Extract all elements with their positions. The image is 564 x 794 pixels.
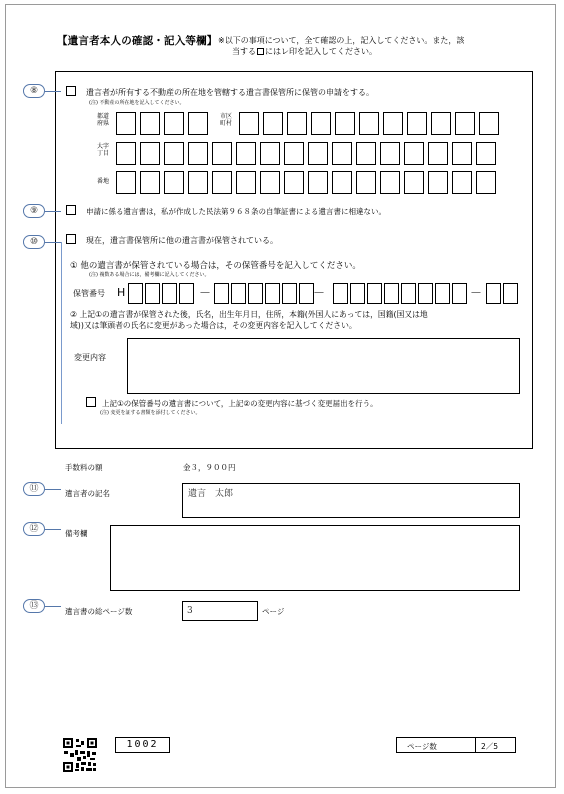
oaza-cell[interactable] — [188, 142, 208, 165]
change-content-field[interactable] — [127, 338, 520, 394]
city-cell[interactable] — [479, 112, 499, 135]
section-10-text: 現在，遺言書保管所に他の遺言書が保管されている。 — [86, 236, 278, 245]
city-cell[interactable] — [431, 112, 451, 135]
section-8-connector — [45, 91, 61, 92]
hokan-prefix: H — [117, 286, 126, 299]
banchi-label: 番地 — [96, 178, 109, 185]
oaza-label: 大字 丁目 — [96, 143, 109, 157]
hokan-number-cell[interactable] — [384, 283, 399, 304]
section-8-note: (注) 不動産の所在地を記入してください。 — [89, 100, 185, 106]
banchi-cell[interactable] — [164, 171, 184, 194]
banchi-cell[interactable] — [380, 171, 400, 194]
testator-name-field[interactable] — [182, 483, 520, 518]
city-cell[interactable] — [407, 112, 427, 135]
banchi-cell[interactable] — [140, 171, 160, 194]
section-13-connector — [45, 606, 61, 607]
oaza-cell[interactable] — [260, 142, 280, 165]
banchi-cell[interactable] — [332, 171, 352, 194]
total-pages-value: 3 — [187, 606, 193, 616]
banchi-cell[interactable] — [260, 171, 280, 194]
fee-value: 金３，９００円 — [183, 463, 236, 472]
hokan-number-cell[interactable] — [486, 283, 501, 304]
section-11-tag: ⑪ — [23, 482, 45, 496]
hokan-number-cell[interactable] — [503, 283, 518, 304]
hokan-dash-3: － — [470, 286, 483, 300]
header-note-part-b: にはレ印を記入してください。 — [265, 47, 377, 56]
oaza-cell[interactable] — [236, 142, 256, 165]
hokan-number-cell[interactable] — [128, 283, 143, 304]
hokan-number-cell[interactable] — [435, 283, 450, 304]
change-notice-checkbox[interactable] — [86, 397, 96, 407]
oaza-cell[interactable] — [164, 142, 184, 165]
city-cell[interactable] — [263, 112, 283, 135]
hokan-number-cell[interactable] — [162, 283, 177, 304]
section-10-checkbox[interactable] — [66, 234, 76, 244]
city-cell[interactable] — [359, 112, 379, 135]
banchi-cell[interactable] — [116, 171, 136, 194]
hokan-number-cell[interactable] — [299, 283, 314, 304]
prefecture-cell[interactable] — [188, 112, 208, 135]
oaza-cell[interactable] — [212, 142, 232, 165]
oaza-cell[interactable] — [476, 142, 496, 165]
hokan-number-cell[interactable] — [179, 283, 194, 304]
header-note-line2 — [232, 46, 377, 57]
banchi-cell[interactable] — [428, 171, 448, 194]
section-8-text: 遺言者が所有する不動産の所在地を管轄する遺言書保管所に保管の申請をする。 — [86, 88, 374, 97]
item2-line1: ② 上記①の遺言書が保管された後，氏名，出生年月日，住所，本籍(外国人にあっては，国籍(国又は地 — [70, 310, 428, 319]
header-note-part-a: 当する — [232, 47, 256, 56]
section-9-connector — [45, 211, 61, 212]
fee-label: 手数料の額 — [65, 463, 103, 472]
oaza-cell[interactable] — [308, 142, 328, 165]
header-note-line1: ※以下の事項について，全て確認の上，記入してください。また，該 — [218, 36, 465, 45]
banchi-cell[interactable] — [236, 171, 256, 194]
form-section-title: 【遺言者本人の確認・記入等欄】 — [57, 35, 218, 47]
city-cell[interactable] — [239, 112, 259, 135]
change-content-label: 変更内容 — [74, 353, 106, 362]
total-pages-unit: ページ — [262, 607, 285, 616]
checkbox-sample-icon — [257, 48, 264, 55]
hokan-dash-1: － — [199, 286, 212, 300]
hokan-label: 保管番号 — [73, 289, 105, 298]
section-10-tag: ⑩ — [23, 235, 45, 249]
oaza-cell[interactable] — [284, 142, 304, 165]
item1-text: ① 他の遺言書が保管されている場合は，その保管番号を記入してください。 — [70, 261, 361, 271]
testator-name-label: 遺言者の記名 — [65, 489, 110, 498]
hokan-number-cell[interactable] — [214, 283, 229, 304]
banchi-cell[interactable] — [188, 171, 208, 194]
remarks-label: 備考欄 — [65, 529, 88, 538]
page-number-divider — [475, 738, 476, 752]
hokan-number-cell[interactable] — [350, 283, 365, 304]
item1-note: (注) 複数ある場合には，備考欄に記入してください。 — [89, 272, 210, 278]
oaza-cell[interactable] — [452, 142, 472, 165]
oaza-cell[interactable] — [332, 142, 352, 165]
city-cell[interactable] — [383, 112, 403, 135]
banchi-cell[interactable] — [452, 171, 472, 194]
hokan-number-cell[interactable] — [248, 283, 263, 304]
hokan-number-cell[interactable] — [333, 283, 348, 304]
banchi-cell[interactable] — [356, 171, 376, 194]
oaza-cell[interactable] — [140, 142, 160, 165]
prefecture-cell[interactable] — [164, 112, 184, 135]
total-pages-label: 遺言書の総ページ数 — [65, 607, 133, 616]
section-10-bracket — [61, 242, 62, 424]
qr-code-icon — [62, 737, 98, 773]
oaza-cell[interactable] — [428, 142, 448, 165]
hokan-number-cell[interactable] — [265, 283, 280, 304]
city-cell[interactable] — [455, 112, 475, 135]
section-12-tag: ⑫ — [23, 522, 45, 536]
prefecture-cell[interactable] — [116, 112, 136, 135]
section-10-connector — [45, 242, 61, 243]
hokan-number-cell[interactable] — [418, 283, 433, 304]
hokan-dash-2: － — [313, 286, 326, 300]
city-label: 市区 町村 — [219, 113, 232, 127]
city-cell[interactable] — [335, 112, 355, 135]
hokan-number-cell[interactable] — [282, 283, 297, 304]
change-notice-text: 上記①の保管番号の遺言書について，上記②の変更内容に基づく変更届出を行う。 — [102, 399, 378, 408]
section-11-connector — [45, 489, 61, 490]
section-8-checkbox[interactable] — [66, 86, 76, 96]
pref-label: 都道 府県 — [96, 113, 109, 127]
banchi-cell[interactable] — [284, 171, 304, 194]
hokan-number-cell[interactable] — [452, 283, 467, 304]
banchi-cell[interactable] — [404, 171, 424, 194]
section-13-tag: ⑬ — [23, 599, 45, 613]
hokan-number-cell[interactable] — [145, 283, 160, 304]
form-code: 1002 — [115, 737, 170, 753]
section-9-checkbox[interactable] — [66, 205, 76, 215]
oaza-cell[interactable] — [116, 142, 136, 165]
page-number-box — [396, 737, 516, 753]
oaza-cell[interactable] — [356, 142, 376, 165]
banchi-cell[interactable] — [308, 171, 328, 194]
section-12-connector — [45, 529, 61, 530]
section-8-tag: ⑧ — [23, 84, 45, 98]
prefecture-cell[interactable] — [140, 112, 160, 135]
oaza-cell[interactable] — [380, 142, 400, 165]
hokan-number-cell[interactable] — [367, 283, 382, 304]
hokan-number-cell[interactable] — [231, 283, 246, 304]
banchi-cell[interactable] — [212, 171, 232, 194]
remarks-field[interactable] — [110, 525, 520, 591]
total-pages-field[interactable] — [182, 601, 258, 621]
section-9-tag: ⑨ — [23, 204, 45, 218]
hokan-number-cell[interactable] — [401, 283, 416, 304]
item2-line2: 域))又は筆頭者の氏名に変更があった場合は，その変更内容を記入してください。 — [70, 321, 357, 330]
city-cell[interactable] — [311, 112, 331, 135]
oaza-cell[interactable] — [404, 142, 424, 165]
testator-name-value: 遺言 太郎 — [188, 489, 234, 499]
page-number-label: ページ数 — [407, 742, 437, 751]
section-9-text: 申請に係る遺言書は，私が作成した民法第９６８条の自筆証書による遺言書に相違ない。 — [86, 207, 386, 216]
banchi-cell[interactable] — [476, 171, 496, 194]
page-number-value: 2／5 — [481, 742, 499, 751]
change-notice-note: (注) 変更を証する書類を添付してください。 — [100, 410, 201, 416]
city-cell[interactable] — [287, 112, 307, 135]
